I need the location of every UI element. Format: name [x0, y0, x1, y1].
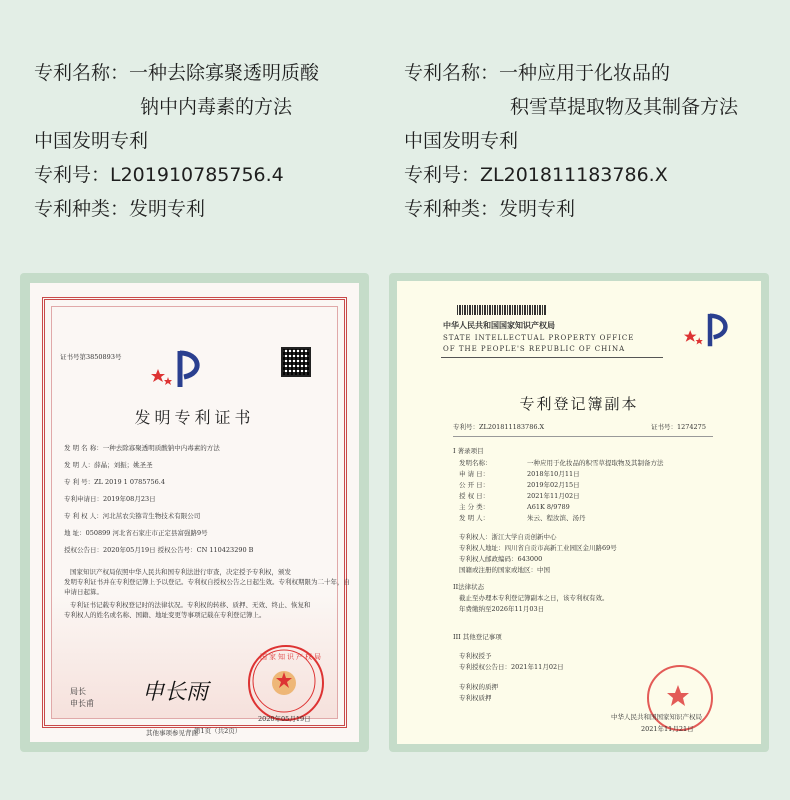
legal-status-1: 截止至办理本专利登记簿副本之日，该专利权有效。	[459, 594, 609, 602]
field-val-0: 一种应用于化妆品的积雪草提取物及其制备方法	[527, 459, 664, 467]
cnipa-logo-icon	[683, 309, 737, 353]
cert-row-1: 发 明 人：薛晶；刘振；姚圣圣	[64, 461, 153, 469]
register-frame	[389, 273, 769, 752]
patent-register-copy	[397, 281, 761, 744]
item-grant-value: 专利授权公告日：2021年11月02日	[459, 663, 564, 671]
cert-body-4: 专利权人的姓名或名称、国籍、地址变更等事项记载在专利登记簿上。	[64, 611, 266, 619]
cert-row-5: 地 址：050899 河北省石家庄市正定县富强路9号	[64, 529, 208, 537]
holder-postcode: 专利权人邮政编码：643000	[459, 555, 543, 563]
field-key-4: 主 分 类：	[459, 503, 490, 511]
certificate-date: 2020年05月19日	[258, 715, 311, 723]
field-val-3: 2021年11月02日	[527, 492, 580, 500]
field-val-2: 2019年02月15日	[527, 481, 580, 489]
director-label: 局长	[70, 687, 86, 696]
left-patent-name-cont: 钠中内毒素的方法	[140, 96, 293, 118]
cnipa-logo-icon	[150, 347, 210, 393]
invention-patent-certificate	[30, 283, 359, 742]
right-patent-number: 专利号：ZL201811183786.X	[404, 164, 668, 186]
field-val-5: 朱云、程汝滨、汤丹	[527, 514, 586, 522]
cert-footer: 其他事项参见背面	[146, 729, 198, 737]
left-patent-kind: 专利种类：发明专利	[34, 198, 206, 220]
field-key-5: 发 明 人：	[459, 514, 490, 522]
register-header-en1: STATE INTELLECTUAL PROPERTY OFFICE	[443, 334, 635, 342]
left-patent-info	[34, 56, 379, 226]
certificate-title: 发明专利证书	[134, 408, 255, 427]
cert-row-0: 发 明 名 称：一种去除寡聚透明质酸钠中内毒素的方法	[64, 444, 220, 452]
holder-country: 国籍或注册的国家或地区：中国	[459, 566, 550, 574]
cert-row-6: 授权公告日：2020年05月19日 授权公告号：CN 110423290 B	[64, 546, 254, 554]
section-other: III 其他登记事项	[453, 633, 502, 641]
section-bibliographic: I 著录项目	[453, 447, 484, 455]
issuer: 中华人民共和国国家知识产权局	[611, 713, 702, 721]
register-header-cn: 中华人民共和国国家知识产权局	[443, 320, 555, 330]
field-key-2: 公 开 日：	[459, 481, 490, 489]
divider	[453, 436, 713, 437]
cert-body-0: 国家知识产权局依照中华人民共和国专利法进行审查，决定授予专利权，颁发	[70, 568, 291, 576]
left-patent-type-cn: 中国发明专利	[34, 130, 149, 152]
certificate-frame	[20, 273, 369, 752]
director-label-2: 申长甫	[70, 699, 94, 708]
register-header-en2: OF THE PEOPLE'S REPUBLIC OF CHINA	[443, 345, 626, 353]
field-val-1: 2018年10月11日	[527, 470, 580, 478]
right-patent-kind: 专利种类：发明专利	[404, 198, 576, 220]
seal-text: 国家知识产权局	[260, 653, 323, 661]
register-title: 专利登记簿副本	[519, 395, 639, 413]
page-indicator: 第1页（共2页）	[194, 727, 242, 735]
cert-row-2: 专 利 号：ZL 2019 1 0785756.4	[64, 478, 165, 486]
right-patent-info	[404, 56, 774, 226]
item-grant-header: 专利权授予	[459, 652, 492, 660]
official-seal	[248, 645, 324, 721]
director-signature: 申长雨	[142, 680, 209, 705]
qr-code-icon	[281, 347, 311, 377]
item-pledge-value: 专利权质押	[459, 694, 492, 702]
left-patent-name: 专利名称：一种去除寡聚透明质酸	[34, 62, 320, 84]
item-pledge-header: 专利权的质押	[459, 683, 498, 691]
cert-row-3: 专利申请日：2019年08月23日	[64, 495, 156, 503]
cert-body-2: 申请日起算。	[64, 588, 103, 596]
legal-status-2: 年费缴纳至2026年11月03日	[459, 605, 545, 613]
field-val-4: A61K 8/9789	[527, 503, 570, 511]
cert-body-1: 发明专利证书并在专利登记簿上予以登记。专利权自授权公告之日起生效。专利权期限为二十年，自	[64, 578, 350, 586]
register-cert-no: 证书号：1274275	[651, 423, 706, 431]
right-patent-name: 专利名称：一种应用于化妆品的	[404, 62, 671, 84]
cert-number: 证书号第3850893号	[60, 353, 122, 361]
right-patent-type-cn: 中国发明专利	[404, 130, 519, 152]
field-key-3: 授 权 日：	[459, 492, 490, 500]
field-key-0: 发明名称：	[459, 459, 492, 467]
header-rule	[441, 357, 663, 358]
barcode-icon	[457, 305, 547, 315]
holder: 专利权人：浙江大学自贡创新中心	[459, 533, 557, 541]
section-legal-status: II法律状态	[453, 583, 485, 591]
left-patent-number: 专利号：L201910785756.4	[34, 164, 284, 186]
holder-address: 专利权人地址：四川省自贡市高新工业园区金川路69号	[459, 544, 617, 552]
right-patent-name-cont: 积雪草提取物及其制备方法	[510, 96, 739, 118]
register-patent-no: 专利号：ZL201811183786.X	[453, 423, 545, 431]
cert-body-3: 专利证书记载专利权登记时的法律状况。专利权的转移、质押、无效、终止、恢复和	[70, 601, 311, 609]
issue-date: 2021年11月21日	[641, 725, 694, 733]
field-key-1: 申 请 日：	[459, 470, 490, 478]
cert-row-4: 专 利 权 人：河北茁农尖猕苛生物技术有限公司	[64, 512, 201, 520]
